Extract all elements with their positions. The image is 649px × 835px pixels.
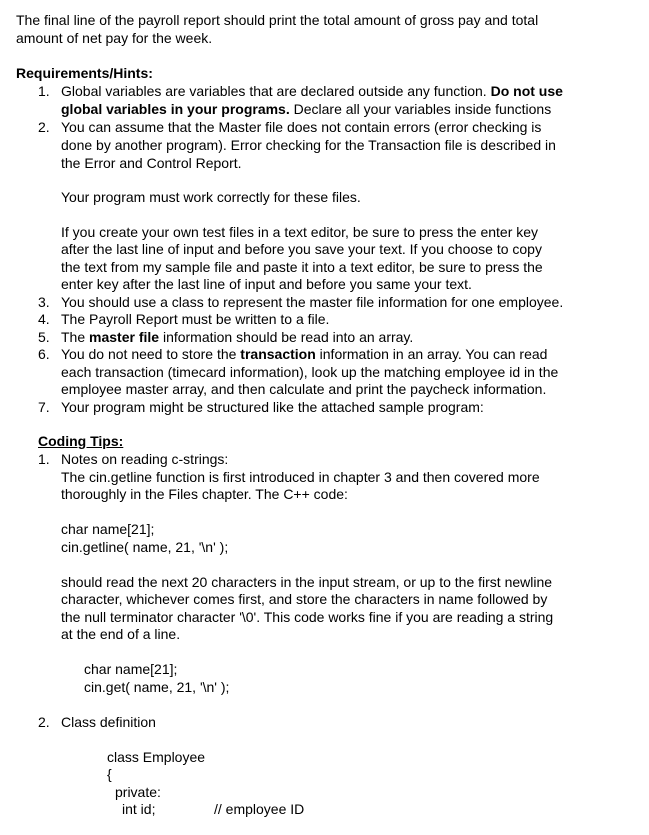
item-2-paragraph-3-line-2: after the last line of input and before you save your text. If you choose to copy (61, 241, 542, 257)
item-2-line-2: done by another program). Error checking for the Transaction file is described in (61, 137, 556, 153)
tip-1-code-1: char name[21]; (61, 521, 155, 537)
item-3-text: You should use a class to represent the master file information for one employee. (61, 294, 564, 310)
item-6-line-3: employee master array, and then calculate and print the paycheck information. (61, 381, 547, 397)
tip-2-code-private: private: (115, 784, 161, 800)
item-1-text-a: Global variables are variables that are declared outside any function. (61, 83, 491, 99)
item-7-number: 7. (38, 399, 50, 415)
item-2-number: 2. (38, 119, 50, 135)
tip-1-code-3: char name[21]; (84, 661, 178, 677)
item-4-text: The Payroll Report must be written to a file. (61, 311, 330, 327)
item-6-line-1 (61, 346, 547, 363)
tip-2-code-int-id: int id; (122, 801, 156, 817)
tip-1-paragraph-line-3: the null terminator character '\0'. This code works fine if you are reading a string (61, 609, 554, 625)
item-1-bold-b: global variables in your programs. (61, 101, 290, 117)
tip-1-code-4: cin.get( name, 21, '\n' ); (84, 679, 230, 695)
item-1-text-b: Declare all your variables inside functions (289, 101, 552, 117)
item-5-number: 5. (38, 329, 50, 345)
tip-2-number: 2. (38, 714, 50, 730)
item-7-text: Your program might be structured like the attached sample program: (61, 399, 484, 415)
item-1-number: 1. (38, 83, 50, 99)
tip-2-code-brace: { (107, 766, 112, 782)
item-1-bold-a: Do not use (490, 83, 563, 99)
tip-1-line-2: thoroughly in the Files chapter. The C++ code: (61, 486, 348, 502)
item-4-number: 4. (38, 311, 50, 327)
item-2-paragraph-3-line-3: the text from my sample file and paste it into a text editor, be sure to press the (61, 259, 543, 275)
item-6-text-c: information in an array. You can read (315, 346, 548, 362)
item-5-bold: master file (89, 329, 160, 345)
item-6-bold: transaction (240, 346, 316, 362)
item-5-line (61, 329, 413, 346)
item-2-paragraph-3-line-4: enter key after the last line of input and before you same your text. (61, 276, 472, 292)
item-5-text-a: The (61, 329, 90, 345)
requirements-heading: Requirements/Hints: (16, 65, 153, 81)
tip-1-paragraph-line-4: at the end of a line. (61, 626, 181, 642)
item-6-text-a: You do not need to store the (61, 346, 241, 362)
item-1-line-1 (61, 83, 563, 100)
item-2-paragraph-3-line-1: If you create your own test files in a text editor, be sure to press the enter key (61, 224, 539, 240)
intro-line-2: amount of net pay for the week. (16, 30, 213, 46)
item-6-number: 6. (38, 346, 50, 362)
item-2-paragraph-2: Your program must work correctly for these files. (61, 189, 361, 205)
item-6-line-2: each transaction (timecard information), look up the matching employee id in the (61, 364, 559, 380)
item-3-number: 3. (38, 294, 50, 310)
item-2-line-3: the Error and Control Report. (61, 155, 242, 171)
tip-1-code-2: cin.getline( name, 21, '\n' ); (61, 539, 229, 555)
item-2-line-1: You can assume that the Master file does not contain errors (error checking is (61, 119, 542, 135)
tip-2-code-class: class Employee (107, 749, 206, 765)
tip-1-paragraph-line-2: character, whichever comes first, and store the characters in name followed by (61, 591, 548, 607)
tip-2-title: Class definition (61, 714, 156, 730)
tip-1-line-1: The cin.getline function is first introduced in chapter 3 and then covered more (61, 469, 540, 485)
tip-1-paragraph-line-1: should read the next 20 characters in the input stream, or up to the first newline (61, 574, 553, 590)
item-1-line-2 (61, 101, 551, 118)
coding-tips-heading: Coding Tips: (38, 433, 124, 449)
tip-2-code-comment: // employee ID (214, 801, 305, 817)
tip-1-title: Notes on reading c-strings: (61, 451, 229, 467)
item-5-text-c: information should be read into an array. (159, 329, 414, 345)
tip-1-number: 1. (38, 451, 50, 467)
intro-line-1: The final line of the payroll report should print the total amount of gross pay and total (16, 12, 539, 28)
